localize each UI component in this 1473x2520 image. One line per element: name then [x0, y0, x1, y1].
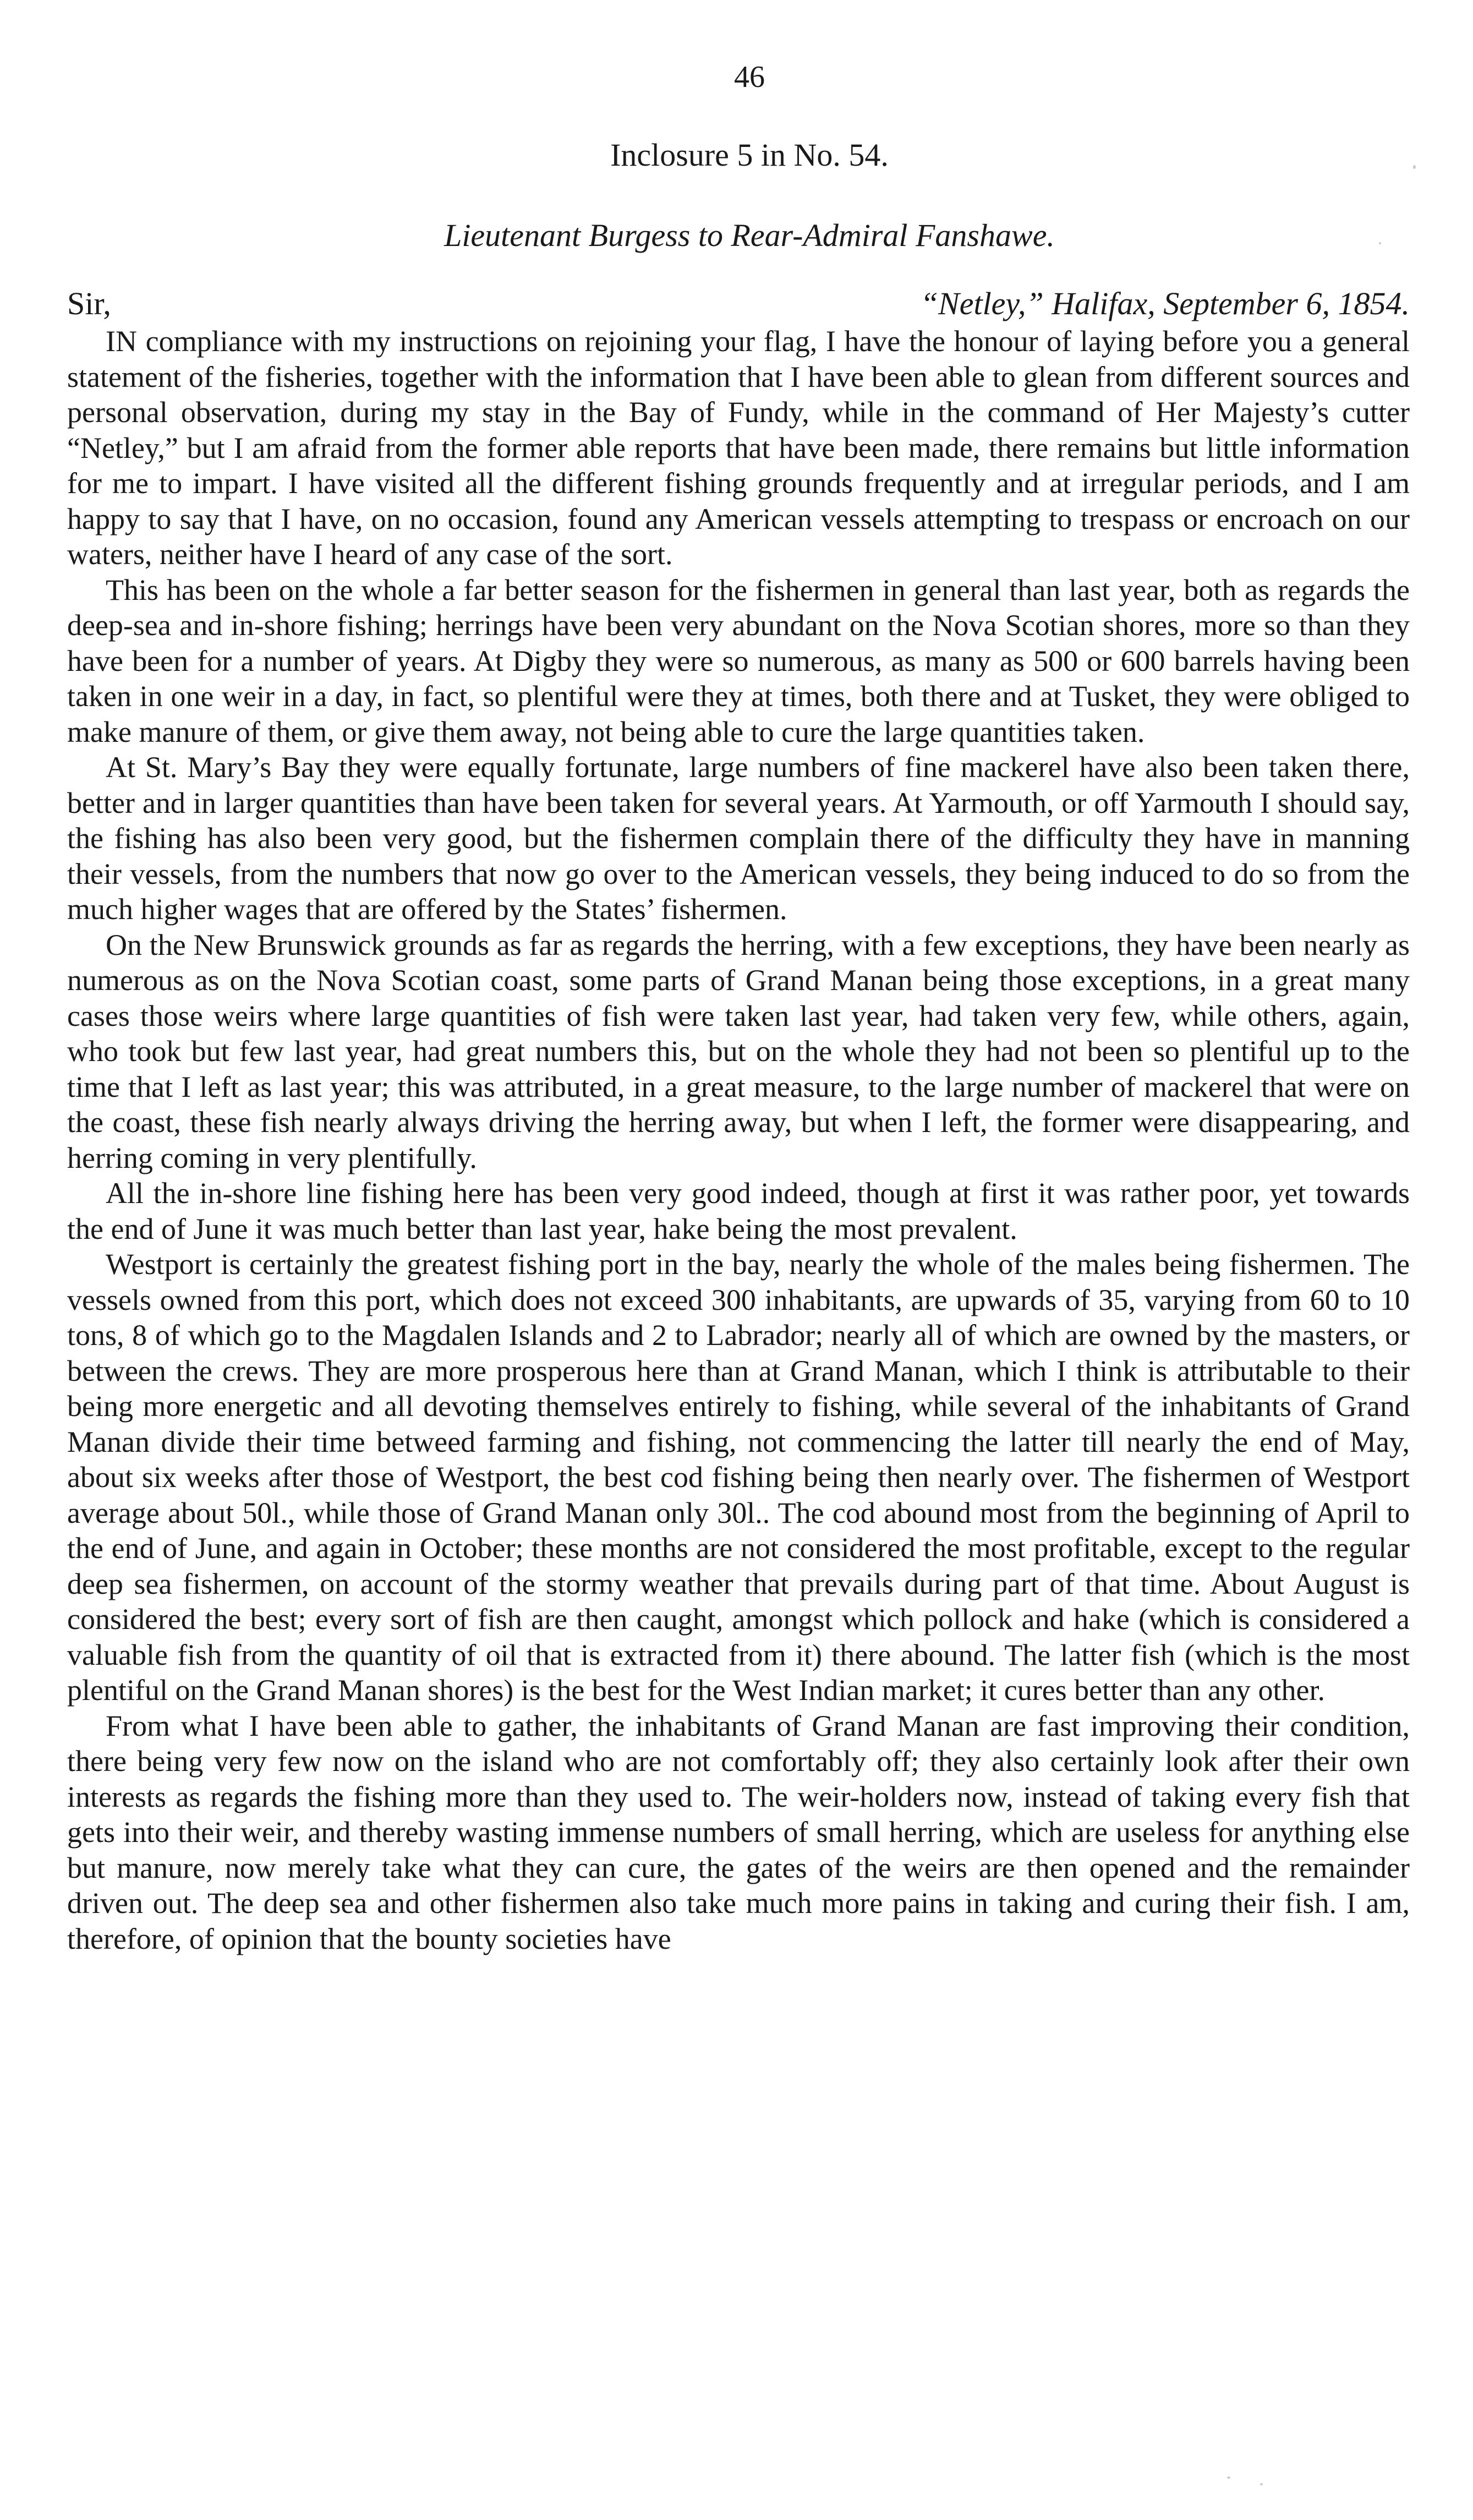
- salutation-row: [67, 286, 1410, 321]
- paragraph-in-shore-fishing: All the in-shore line fishing here has been very good indeed, though at first it was rather poor, yet towards the end of June it was much better than last year, hake being the most prevalent.: [67, 1177, 1410, 1245]
- paragraph-st-marys-bay: At St. Mary’s Bay they were equally fortunate, large numbers of fine mackerel have also been taken there, better and in larger quantities than have been taken for several years. At Yarmouth, or off Yarmouth I should say, the fishing has also been very good, but the fishermen complain there of the difficulty they have in manning their vessels, from the numbers that now go over to the American vessels, they being induced to do so from the much higher wages that are offered by the States’ fishermen.: [67, 751, 1410, 926]
- dateline: “Netley,” Halifax, September 6, 1854.: [920, 286, 1410, 321]
- document-page: [67, 55, 1410, 2488]
- print-speck: [1379, 242, 1381, 244]
- paragraph-grand-manan: From what I have been able to gather, the inhabitants of Grand Manan are fast improving their condition, there being very few now on the island who are not comfortably off; they also certainly look after their own interests as regards the fishing more than they used to. The weir-holders now, instead of taking every fish that gets into their weir, and thereby wasting immense numbers of small herring, which are useless for anything else but manure, now merely take what they can cure, the gates of the weirs are then opened and the remainder driven out. The deep sea and other fishermen also take much more pains in taking and curing their fish. I am, therefore, of opinion that the bounty societies have: [67, 1709, 1410, 1955]
- salutation: Sir,: [67, 286, 111, 321]
- paragraph-compliance: IN compliance with my instructions on rejoining your flag, I have the honour of laying before you a general statement of the fisheries, together with the information that I have been able to glean from different sources and personal observation, during my stay in the Bay of Fundy, while in the command of Her Majesty’s cutter “Netley,” but I am afraid from the former able reports that have been made, there remains but little information for me to impart. I have visited all the different fishing grounds frequently and at irregular periods, and I am happy to say that I have, on no occasion, found any American vessels attempting to trespass or encroach on our waters, neither have I heard of any case of the sort.: [67, 325, 1410, 571]
- print-speck: [1413, 165, 1416, 169]
- paragraph-westport: Westport is certainly the greatest fishing port in the bay, nearly the whole of the males being fishermen. The vessels owned from this port, which does not exceed 300 inhabitants, are upwards of 35, varying from 60 to 10 tons, 8 of which go to the Magdalen Islands and 2 to Labrador; nearly all of which are owned by the masters, or between the crews. They are more prosperous here than at Grand Manan, which I think is attributable to their being more energetic and all devoting themselves entirely to fishing, while several of the inhabitants of Grand Manan divide their time betweed farming and fishing, not commencing the latter till nearly the end of May, about six weeks after those of Westport, the best cod fishing being then nearly over. The fishermen of Westport average about 50l., while those of Grand Manan only 30l.. The cod abound most from the beginning of April to the end of June, and again in October; these months are not considered the most profitable, except to the regular deep sea fishermen, on account of the stormy weather that prevails during part of that time. About August is considered the best; every sort of fish are then caught, amongst which pollock and hake (which is considered a valuable fish from the quantity of oil that is extracted from it) there abound. The latter fish (which is the most plentiful on the Grand Manan shores) is the best for the West Indian market; it cures better than any other.: [67, 1248, 1410, 1707]
- print-speck: [1260, 2483, 1263, 2485]
- print-speck: [1227, 2477, 1230, 2479]
- paragraph-season: This has been on the whole a far better season for the fishermen in general than last year, both as regards the deep-sea and in-shore fishing; herrings have been very abundant on the Nova Scotian shores, more so than they have been for a number of years. At Digby they were so numerous, as many as 500 or 600 barrels having been taken in one weir in a day, in fact, so plentiful were they at times, both there and at Tusket, they were obliged to make manure of them, or give them away, not being able to cure the large quantities taken.: [67, 573, 1410, 748]
- paragraph-new-brunswick: On the New Brunswick grounds as far as regards the herring, with a few exceptions, they have been nearly as numerous as on the Nova Scotian coast, some parts of Grand Manan being those exceptions, in a great many cases those weirs where large quantities of fish were taken last year, had taken very few, while others, again, who took but few last year, had great numbers this, but on the whole they had not been so plentiful up to the time that I left as last year; this was attributed, in a great measure, to the large number of mackerel that were on the coast, these fish nearly always driving the herring away, but when I left, the former were disappearing, and herring coming in very plentifully.: [67, 928, 1410, 1174]
- page-number: 46: [734, 60, 765, 94]
- letter-body: [67, 324, 1410, 1956]
- letter-subheading: Lieutenant Burgess to Rear-Admiral Fanshawe.: [444, 217, 1055, 253]
- inclosure-heading: Inclosure 5 in No. 54.: [610, 137, 889, 173]
